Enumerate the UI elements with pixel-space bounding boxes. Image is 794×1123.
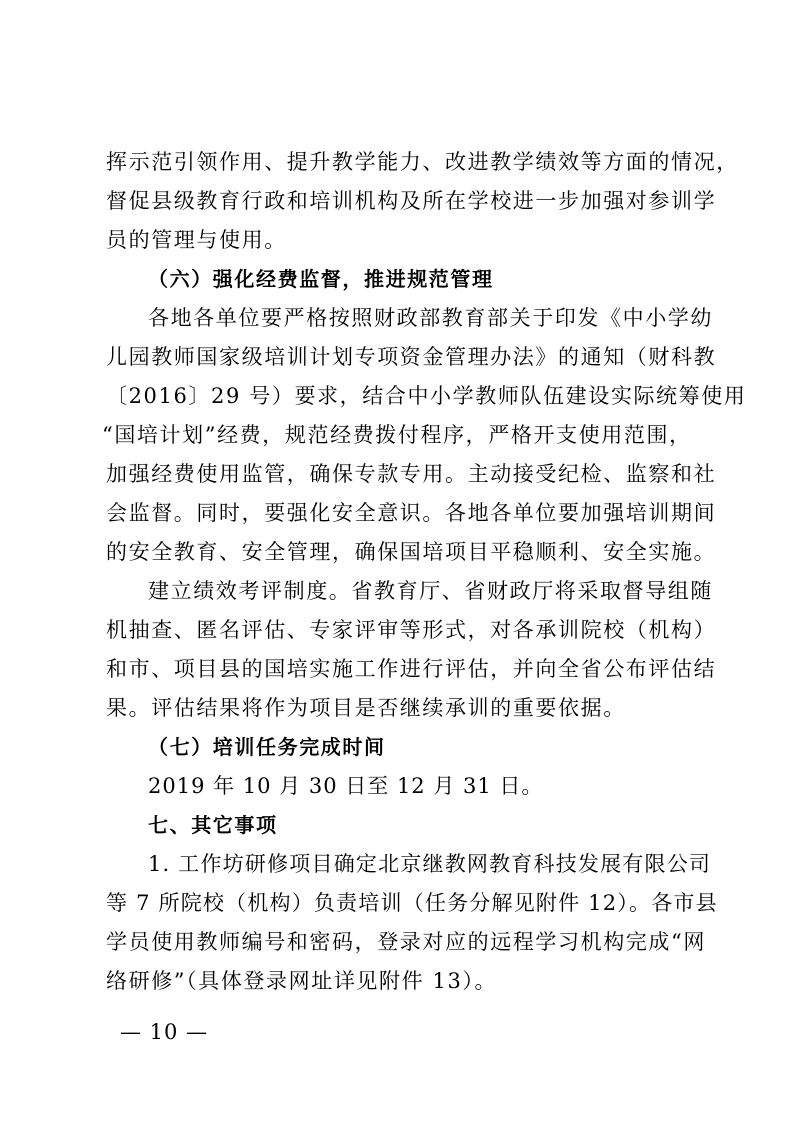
body-text-line: 儿园教师国家级培训计划专项资金管理办法》的通知（财科教 [106,345,717,369]
body-text-line: 挥示范引领作用、提升教学能力、改进教学绩效等方面的情况， [106,150,739,174]
body-text-line: 2019 年 10 月 30 日至 12 月 31 日。 [148,774,544,798]
section-heading: （七）培训任务完成时间 [148,735,386,759]
body-text-line: 员的管理与使用。 [106,228,287,252]
body-text-line: 机抽查、匿名评估、专家评审等形式，对各承训院校（机构） [106,618,717,642]
body-text-line: 督促县级教育行政和培训机构及所在学校进一步加强对参训学 [106,189,717,213]
page-number: — 10 — [120,1020,209,1044]
section-heading: 七、其它事项 [148,813,278,837]
body-text-line: 的安全教育、安全管理，确保国培项目平稳顺利、安全实施。 [106,540,717,564]
body-text-line: 1. 工作坊研修项目确定北京继教网教育科技发展有限公司 [148,852,712,876]
body-text-line: 和市、项目县的国培实施工作进行评估，并向全省公布评估结 [106,657,717,681]
body-text-line: 各地各单位要严格按照财政部教育部关于印发《中小学幼 [148,306,713,330]
body-text-line: 络研修”（具体登录网址详见附件 13）。 [106,969,498,993]
body-text-line: 会监督。同时，要强化安全意识。各地各单位要加强培训期间 [106,501,717,525]
section-heading: （六）强化经费监督，推进规范管理 [148,267,494,291]
body-text-line: 〔2016〕29 号）要求，结合中小学教师队伍建设实际统筹使用 [106,384,747,408]
body-text-line: 等 7 所院校（机构）负责培训（任务分解见附件 12）。各市县 [106,891,718,915]
body-text-line: “国培计划”经费，规范经费拨付程序，严格开支使用范围， [102,423,692,447]
body-text-line: 建立绩效考评制度。省教育厅、省财政厅将采取督导组随 [148,579,713,603]
body-text-line: 学员使用教师编号和密码，登录对应的远程学习机构完成“网 [106,930,706,954]
body-text-line: 加强经费使用监管，确保专款专用。主动接受纪检、监察和社 [106,462,717,486]
body-text-line: 果。评估结果将作为项目是否继续承训的重要依据。 [106,696,626,720]
